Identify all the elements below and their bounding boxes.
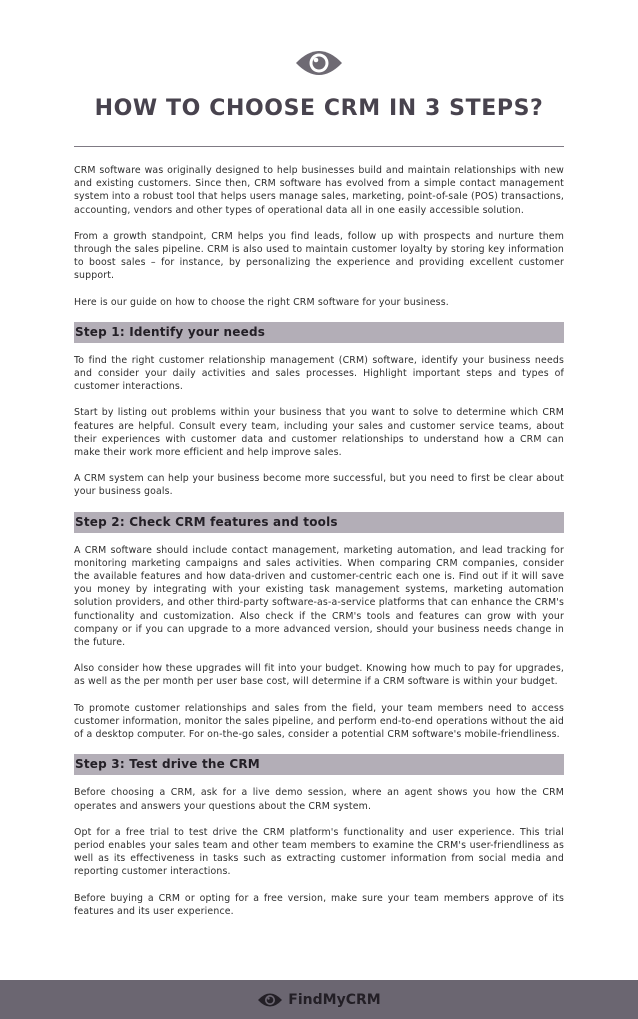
eye-icon [257, 991, 283, 1009]
article-body [74, 164, 564, 931]
step-2-paragraph: To promote customer relationships and sales from the field, your team members need to access customer information, monitor the sales pipeline, and perform end-to-end operations without the aid of a desktop computer. For on-the-go sales, consider a potential CRM software's mobile-friendliness. [74, 702, 564, 741]
footer-brand [0, 980, 638, 1019]
brand-name: FindMyCRM [288, 991, 381, 1008]
step-1-paragraph: To find the right customer relationship management (CRM) software, identify your business needs and consider your daily activities and sales processes. Highlight important steps and types of customer interactions. [74, 354, 564, 393]
footer-bar [0, 980, 638, 1019]
intro-paragraph: CRM software was originally designed to help businesses build and maintain relationships with new and existing customers. Since then, CRM software has evolved from a simple contact management system into a robust tool that helps users manage sales, marketing, point-of-sale (POS) transactions, accounting, vendors and other types of operational data all in one easily accessible solution. [74, 165, 564, 216]
header-logo [0, 47, 638, 83]
step-2-paragraph: A CRM software should include contact management, marketing automation, and lead tracking for monitoring marketing campaigns and sales activities. When comparing CRM companies, consider the available features and how data-driven and customer-centric each one is. Find out if it will save you money by integrating with your existing task management systems, marketing automation solution providers, and other third-party software-as-a-service platforms that can enhance the CRM's functionality and customization. Also check if the CRM's tools and features can grow with your company or if you can upgrade to a more advanced version, should your business needs change in the future. [74, 544, 564, 649]
title-divider [74, 146, 564, 147]
step-2-heading: Step 2: Check CRM features and tools [74, 512, 564, 533]
step-3-paragraph: Before buying a CRM or opting for a free version, make sure your team members approve of its features and its user experience. [74, 892, 564, 917]
intro-paragraph: From a growth standpoint, CRM helps you find leads, follow up with prospects and nurture them through the sales pipeline. CRM is also used to maintain customer loyalty by storing key information to boost sales – for instance, by personalizing the experience and providing excellent customer support. [74, 230, 564, 282]
page-title: HOW TO CHOOSE CRM IN 3 STEPS? [94, 96, 544, 121]
step-1-paragraph: A CRM system can help your business become more successful, but you need to first be clear about your business goals. [74, 473, 564, 498]
step-3-paragraph: Opt for a free trial to test drive the CRM platform's functionality and user experience. This trial period enables your sales team and other team members to examine the CRM's user-friendliness as well as its effectiveness in tasks such as extracting customer information from social media and reporting customer interactions. [74, 826, 564, 878]
step-1-heading: Step 1: Identify your needs [74, 322, 564, 343]
intro-paragraph: Here is our guide on how to choose the right CRM software for your business. [74, 296, 449, 308]
step-2-paragraph: Also consider how these upgrades will fit into your budget. Knowing how much to pay for upgrades, as well as the per month per user base cost, will determine if a CRM software is within your budget. [74, 663, 564, 688]
step-3-heading: Step 3: Test drive the CRM [74, 754, 564, 775]
step-1-paragraph: Start by listing out problems within your business that you want to solve to determine which CRM features are helpful. Consult every team, including your sales and customer service teams, about their experiences with customer data and customer relationships to understand how a CRM can make their work more efficient and help improve sales. [74, 407, 564, 459]
eye-icon [294, 47, 344, 79]
step-3-paragraph: Before choosing a CRM, ask for a live demo session, where an agent shows you how the CRM operates and answers your questions about the CRM system. [74, 787, 564, 812]
